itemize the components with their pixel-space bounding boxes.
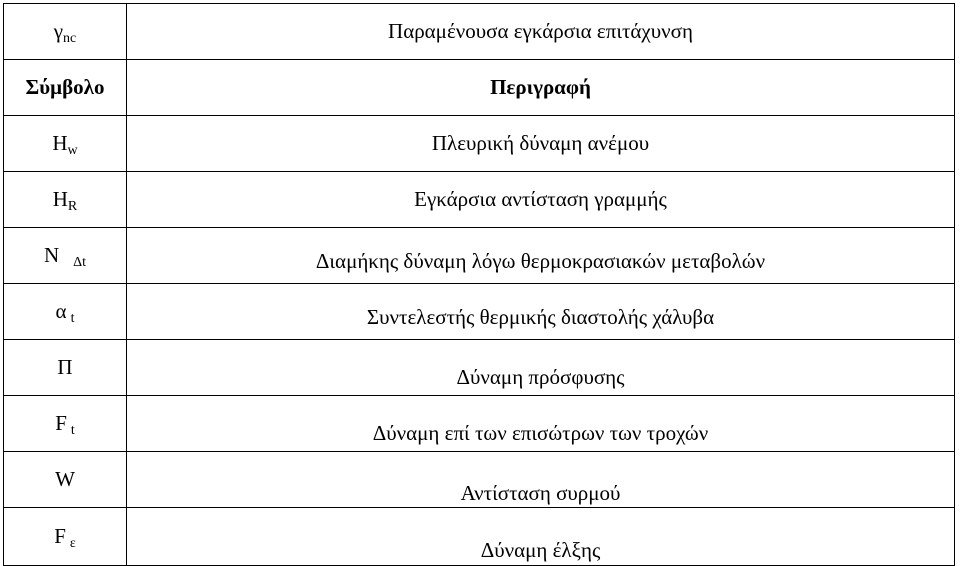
symbol-base: γ — [53, 19, 64, 43]
description-cell — [127, 452, 955, 508]
description-cell — [127, 228, 955, 284]
symbol-subscript: Δt — [73, 255, 87, 270]
description-cell — [127, 172, 955, 228]
symbol-subscript: R — [67, 199, 78, 214]
description-text: Παραμένουσα εγκάρσια επιτάχυνση — [388, 19, 693, 43]
symbol-base: Π — [57, 355, 73, 379]
symbol-base: α — [55, 299, 67, 323]
description-cell — [127, 284, 955, 340]
table-row — [4, 396, 955, 452]
description-cell — [127, 116, 955, 172]
description-text: Πλευρική δύναμη ανέμου — [431, 131, 650, 155]
symbol-cell — [4, 340, 127, 396]
symbol-cell — [4, 172, 127, 228]
description-cell — [127, 396, 955, 452]
table-header-row — [4, 60, 955, 116]
description-text: Δύναμη έλξης — [480, 538, 601, 562]
symbol-cell — [4, 452, 127, 508]
symbol-cell — [4, 284, 127, 340]
symbol-subscript: w — [67, 143, 78, 158]
symbol-column-header — [4, 60, 127, 116]
symbol-subscript: t — [70, 423, 75, 438]
table-row — [4, 172, 955, 228]
description-text: Δύναμη πρόσφυσης — [456, 365, 625, 389]
symbol-base: N — [43, 243, 60, 267]
description-text: Συντελεστής θερμικής διαστολής χάλυβα — [366, 305, 715, 329]
description-text: Διαμήκης δύναμη λόγω θερμοκρασιακών μεταβολών — [315, 249, 766, 273]
symbol-base: F — [54, 524, 66, 548]
table-row — [4, 452, 955, 508]
symbols-table — [3, 3, 955, 566]
description-text: Εγκάρσια αντίσταση γραμμής — [414, 187, 667, 211]
symbol-base: H — [52, 131, 68, 155]
description-text: Δύναμη επί των επισώτρων των τροχών — [372, 421, 709, 445]
table-row — [4, 116, 955, 172]
table-row — [4, 284, 955, 340]
symbol-subscript: ε — [69, 536, 76, 551]
symbol-cell — [4, 116, 127, 172]
table-row — [4, 340, 955, 396]
symbol-cell — [4, 396, 127, 452]
symbol-header-text: Σύμβολο — [25, 75, 105, 99]
description-cell — [127, 4, 955, 60]
symbol-base: F — [55, 411, 67, 435]
symbol-subscript: t — [70, 311, 75, 326]
symbol-base: H — [52, 187, 68, 211]
symbol-cell — [4, 228, 127, 284]
description-cell — [127, 340, 955, 396]
table-row — [4, 228, 955, 284]
table-row — [4, 4, 955, 60]
symbol-base: W — [55, 467, 75, 491]
description-column-header — [127, 60, 955, 116]
symbol-cell — [4, 4, 127, 60]
description-header-text: Περιγραφή — [490, 75, 591, 99]
symbol-subscript: nc — [63, 31, 77, 46]
description-text: Αντίσταση συρμού — [460, 481, 621, 505]
